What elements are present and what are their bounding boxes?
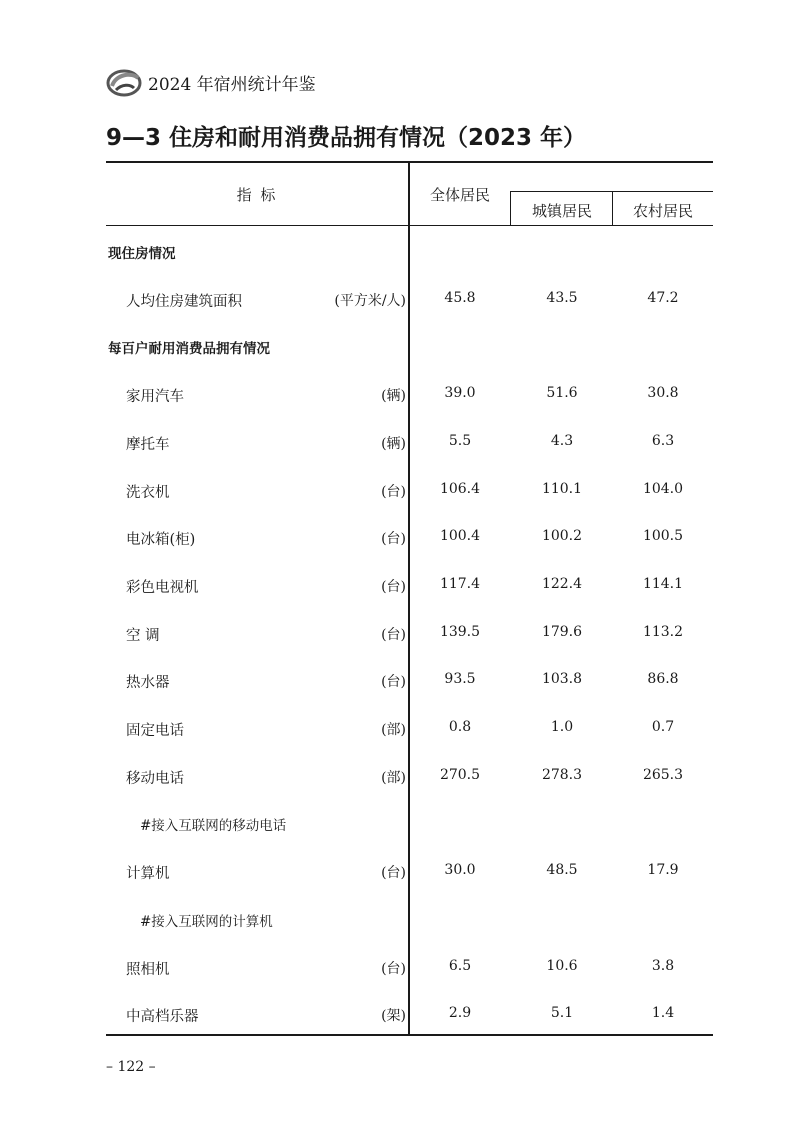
- table-row: [106, 433, 713, 457]
- row-label: 摩托车: [126, 436, 170, 453]
- row-unit: (台): [381, 531, 406, 548]
- table-row: [106, 767, 713, 791]
- value-all: 30.0: [444, 862, 476, 879]
- value-rural: 17.9: [647, 862, 679, 879]
- column-header-all: 全体居民: [429, 186, 490, 204]
- row-label: 照相机: [126, 961, 170, 978]
- row-label: 空 调: [126, 627, 160, 644]
- value-urban: 10.6: [546, 957, 578, 974]
- page-number: – 122 –: [106, 1059, 156, 1075]
- row-unit: (台): [381, 578, 406, 595]
- row-label: 固定电话: [126, 723, 184, 739]
- row-unit: (辆): [381, 435, 406, 452]
- value-all: 106.4: [439, 480, 481, 497]
- value-all: 93.5: [444, 671, 476, 688]
- value-all: 45.8: [444, 289, 476, 306]
- value-rural: 30.8: [647, 385, 679, 402]
- value-urban: 179.6: [541, 623, 583, 640]
- row-label: 洗衣机: [126, 484, 170, 501]
- value-urban: 4.3: [550, 432, 574, 449]
- column-header-indicator: 指 标: [236, 186, 278, 204]
- row-label: 现住房情况: [108, 246, 176, 262]
- column-divider-urban: [510, 191, 511, 226]
- value-all: 117.4: [439, 575, 481, 592]
- value-rural: 6.3: [651, 432, 675, 449]
- value-all: 6.5: [448, 957, 472, 974]
- table-row: [106, 481, 713, 505]
- row-label: 彩色电视机: [126, 579, 199, 596]
- value-all: 5.5: [448, 432, 472, 449]
- row-label: 家用汽车: [126, 389, 184, 406]
- row-label: 热水器: [126, 675, 170, 692]
- value-urban: 103.8: [541, 671, 583, 688]
- row-unit: (台): [381, 674, 406, 691]
- value-rural: 265.3: [642, 766, 684, 783]
- table-row: [106, 337, 713, 361]
- value-urban: 48.5: [546, 862, 578, 879]
- value-all: 100.4: [439, 528, 481, 545]
- value-rural: 0.7: [651, 719, 675, 735]
- value-urban: 122.4: [541, 575, 583, 592]
- row-unit: (台): [381, 865, 406, 882]
- row-unit: (台): [381, 626, 406, 643]
- value-all: 0.8: [448, 719, 472, 735]
- value-urban: 100.2: [541, 528, 583, 545]
- value-all: 270.5: [439, 766, 481, 783]
- table-row: [106, 814, 713, 838]
- row-unit: (台): [381, 483, 406, 500]
- value-urban: 110.1: [541, 480, 583, 497]
- value-urban: 278.3: [541, 766, 583, 783]
- value-rural: 113.2: [642, 623, 684, 640]
- value-rural: 104.0: [642, 480, 684, 497]
- value-all: 2.9: [448, 1005, 472, 1022]
- value-rural: 47.2: [647, 289, 679, 306]
- running-header-text: 2024 年宿州统计年鉴: [148, 75, 316, 95]
- value-rural: 114.1: [642, 575, 684, 592]
- row-unit: (架): [381, 1008, 406, 1025]
- value-rural: 100.5: [642, 528, 684, 545]
- row-unit: (部): [381, 722, 406, 738]
- table-row: [106, 290, 713, 314]
- value-urban: 51.6: [546, 385, 578, 402]
- value-urban: 5.1: [550, 1005, 574, 1022]
- table-row: [106, 624, 713, 648]
- table-row: [106, 671, 713, 695]
- table-row: [106, 1005, 713, 1029]
- table-row: [106, 576, 713, 600]
- row-unit: (辆): [381, 388, 406, 405]
- table-row: [106, 719, 713, 743]
- column-header-rural: 农村居民: [632, 202, 693, 220]
- value-rural: 86.8: [647, 671, 679, 688]
- value-rural: 3.8: [651, 957, 675, 974]
- row-label: 每百户耐用消费品拥有情况: [108, 341, 270, 358]
- table-row: [106, 528, 713, 552]
- yearbook-logo-icon: [106, 66, 142, 98]
- value-all: 39.0: [444, 385, 476, 402]
- value-urban: 1.0: [550, 719, 574, 735]
- table-row: [106, 958, 713, 982]
- row-label: #接入互联网的移动电话: [140, 818, 287, 835]
- row-label: #接入互联网的计算机: [140, 913, 273, 930]
- table-row: [106, 385, 713, 409]
- row-unit: (台): [381, 960, 406, 977]
- table-title: 9—3 住房和耐用消费品拥有情况（2023 年）: [106, 125, 587, 151]
- column-header-urban: 城镇居民: [531, 202, 592, 220]
- row-label: 电冰箱(柜): [126, 532, 196, 549]
- value-urban: 43.5: [546, 289, 578, 306]
- table-row: [106, 862, 713, 886]
- row-label: 计算机: [126, 866, 170, 883]
- row-unit: (平方米/人): [334, 292, 406, 309]
- row-label: 中高档乐器: [126, 1009, 199, 1026]
- value-rural: 1.4: [651, 1005, 675, 1022]
- row-label: 移动电话: [126, 770, 184, 787]
- row-unit: (部): [381, 769, 406, 786]
- table-row: [106, 910, 713, 934]
- table-row: [106, 242, 713, 266]
- row-label: 人均住房建筑面积: [126, 293, 242, 310]
- value-all: 139.5: [439, 623, 481, 640]
